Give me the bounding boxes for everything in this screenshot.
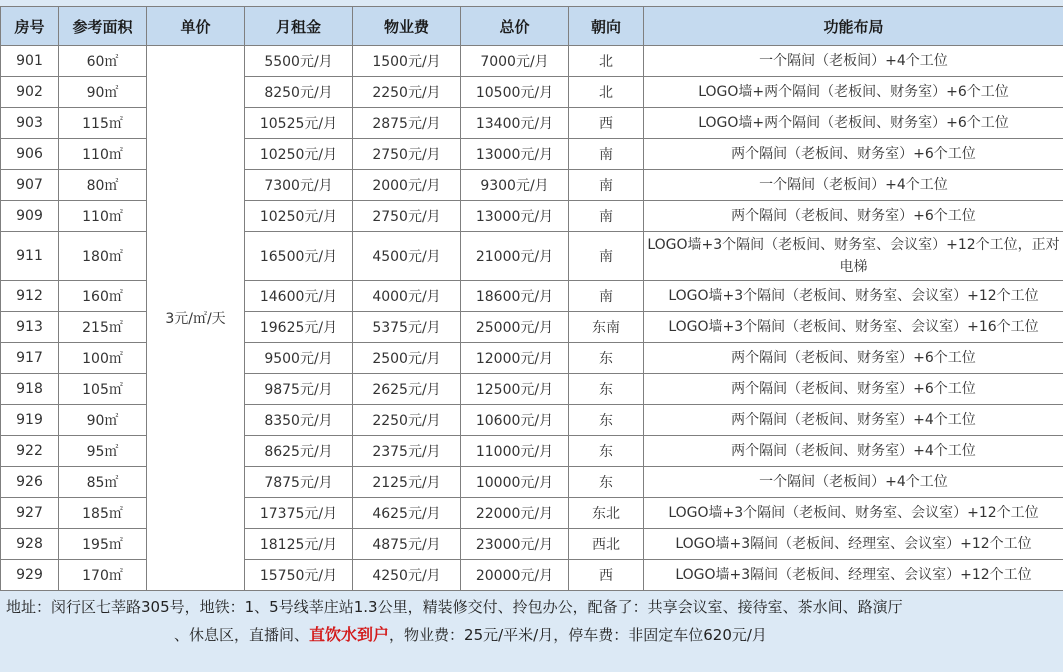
cell-rent: 15750元/月 bbox=[245, 560, 353, 591]
cell-rent: 10250元/月 bbox=[245, 201, 353, 232]
cell-rent: 18125元/月 bbox=[245, 529, 353, 560]
cell-total: 12000元/月 bbox=[461, 343, 569, 374]
cell-orientation: 南 bbox=[569, 232, 644, 281]
cell-room: 909 bbox=[1, 201, 59, 232]
cell-room: 929 bbox=[1, 560, 59, 591]
cell-total: 13000元/月 bbox=[461, 201, 569, 232]
cell-property-fee: 4875元/月 bbox=[353, 529, 461, 560]
cell-area: 115㎡ bbox=[59, 108, 147, 139]
cell-property-fee: 4250元/月 bbox=[353, 560, 461, 591]
cell-layout: 一个隔间（老板间）+4个工位 bbox=[644, 467, 1063, 498]
address-footer bbox=[0, 591, 1063, 649]
cell-rent: 8350元/月 bbox=[245, 405, 353, 436]
cell-rent: 16500元/月 bbox=[245, 232, 353, 281]
cell-area: 105㎡ bbox=[59, 374, 147, 405]
cell-rent: 10250元/月 bbox=[245, 139, 353, 170]
cell-area: 60㎡ bbox=[59, 46, 147, 77]
cell-room: 917 bbox=[1, 343, 59, 374]
cell-property-fee: 5375元/月 bbox=[353, 312, 461, 343]
cell-orientation: 南 bbox=[569, 281, 644, 312]
header-layout: 功能布局 bbox=[644, 7, 1063, 46]
table-row bbox=[1, 46, 1063, 77]
cell-layout: LOGO墙+3个隔间（老板间、财务室、会议室）+16个工位 bbox=[644, 312, 1063, 343]
cell-rent: 8625元/月 bbox=[245, 436, 353, 467]
cell-rent: 10525元/月 bbox=[245, 108, 353, 139]
cell-layout: 两个隔间（老板间、财务室）+6个工位 bbox=[644, 139, 1063, 170]
cell-rent: 14600元/月 bbox=[245, 281, 353, 312]
cell-room: 927 bbox=[1, 498, 59, 529]
cell-area: 110㎡ bbox=[59, 139, 147, 170]
cell-property-fee: 2750元/月 bbox=[353, 201, 461, 232]
cell-room: 922 bbox=[1, 436, 59, 467]
cell-total: 10600元/月 bbox=[461, 405, 569, 436]
cell-total: 22000元/月 bbox=[461, 498, 569, 529]
cell-rent: 5500元/月 bbox=[245, 46, 353, 77]
cell-orientation: 东 bbox=[569, 405, 644, 436]
header-area: 参考面积 bbox=[59, 7, 147, 46]
cell-property-fee: 2000元/月 bbox=[353, 170, 461, 201]
footer-line-2-pre: 、休息区，直播间、 bbox=[174, 626, 310, 644]
cell-total: 13400元/月 bbox=[461, 108, 569, 139]
cell-property-fee: 2875元/月 bbox=[353, 108, 461, 139]
cell-area: 195㎡ bbox=[59, 529, 147, 560]
cell-property-fee: 2625元/月 bbox=[353, 374, 461, 405]
cell-area: 170㎡ bbox=[59, 560, 147, 591]
header-row bbox=[1, 7, 1063, 46]
cell-layout: LOGO墙+3个隔间（老板间、财务室、会议室）+12个工位 bbox=[644, 498, 1063, 529]
cell-layout: 两个隔间（老板间、财务室）+6个工位 bbox=[644, 201, 1063, 232]
cell-orientation: 南 bbox=[569, 170, 644, 201]
cell-orientation: 东 bbox=[569, 374, 644, 405]
cell-room: 902 bbox=[1, 77, 59, 108]
cell-total: 13000元/月 bbox=[461, 139, 569, 170]
cell-rent: 17375元/月 bbox=[245, 498, 353, 529]
cell-area: 180㎡ bbox=[59, 232, 147, 281]
cell-property-fee: 2125元/月 bbox=[353, 467, 461, 498]
cell-orientation: 西 bbox=[569, 560, 644, 591]
cell-orientation: 东 bbox=[569, 343, 644, 374]
cell-area: 90㎡ bbox=[59, 77, 147, 108]
office-listing-table bbox=[0, 6, 1063, 591]
cell-total: 9300元/月 bbox=[461, 170, 569, 201]
cell-property-fee: 4625元/月 bbox=[353, 498, 461, 529]
cell-area: 185㎡ bbox=[59, 498, 147, 529]
cell-room: 912 bbox=[1, 281, 59, 312]
cell-layout: 一个隔间（老板间）+4个工位 bbox=[644, 46, 1063, 77]
cell-property-fee: 2750元/月 bbox=[353, 139, 461, 170]
header-room: 房号 bbox=[1, 7, 59, 46]
cell-room: 903 bbox=[1, 108, 59, 139]
cell-property-fee: 2250元/月 bbox=[353, 405, 461, 436]
header-unit-price: 单价 bbox=[147, 7, 245, 46]
header-rent: 月租金 bbox=[245, 7, 353, 46]
cell-total: 11000元/月 bbox=[461, 436, 569, 467]
cell-layout: LOGO墙+两个隔间（老板间、财务室）+6个工位 bbox=[644, 77, 1063, 108]
cell-orientation: 南 bbox=[569, 139, 644, 170]
table-body bbox=[1, 46, 1063, 591]
cell-total: 23000元/月 bbox=[461, 529, 569, 560]
cell-property-fee: 2500元/月 bbox=[353, 343, 461, 374]
cell-layout: 一个隔间（老板间）+4个工位 bbox=[644, 170, 1063, 201]
cell-rent: 9500元/月 bbox=[245, 343, 353, 374]
cell-property-fee: 4500元/月 bbox=[353, 232, 461, 281]
cell-layout: LOGO墙+3个隔间（老板间、财务室、会议室）+12个工位，正对电梯 bbox=[644, 232, 1063, 281]
footer-line-2 bbox=[6, 621, 1057, 649]
cell-layout: 两个隔间（老板间、财务室）+4个工位 bbox=[644, 405, 1063, 436]
cell-orientation: 东 bbox=[569, 436, 644, 467]
cell-room: 906 bbox=[1, 139, 59, 170]
cell-layout: LOGO墙+3隔间（老板间、经理室、会议室）+12个工位 bbox=[644, 529, 1063, 560]
cell-layout: LOGO墙+两个隔间（老板间、财务室）+6个工位 bbox=[644, 108, 1063, 139]
cell-area: 110㎡ bbox=[59, 201, 147, 232]
cell-property-fee: 4000元/月 bbox=[353, 281, 461, 312]
cell-room: 926 bbox=[1, 467, 59, 498]
cell-orientation: 北 bbox=[569, 46, 644, 77]
cell-orientation: 东南 bbox=[569, 312, 644, 343]
cell-layout: 两个隔间（老板间、财务室）+6个工位 bbox=[644, 343, 1063, 374]
cell-total: 21000元/月 bbox=[461, 232, 569, 281]
cell-room: 901 bbox=[1, 46, 59, 77]
cell-area: 95㎡ bbox=[59, 436, 147, 467]
cell-total: 10500元/月 bbox=[461, 77, 569, 108]
cell-room: 918 bbox=[1, 374, 59, 405]
cell-layout: 两个隔间（老板间、财务室）+4个工位 bbox=[644, 436, 1063, 467]
cell-total: 20000元/月 bbox=[461, 560, 569, 591]
cell-rent: 8250元/月 bbox=[245, 77, 353, 108]
header-orientation: 朝向 bbox=[569, 7, 644, 46]
cell-area: 100㎡ bbox=[59, 343, 147, 374]
cell-rent: 9875元/月 bbox=[245, 374, 353, 405]
cell-layout: LOGO墙+3隔间（老板间、经理室、会议室）+12个工位 bbox=[644, 560, 1063, 591]
cell-orientation: 北 bbox=[569, 77, 644, 108]
cell-area: 85㎡ bbox=[59, 467, 147, 498]
cell-property-fee: 2250元/月 bbox=[353, 77, 461, 108]
footer-line-1: 地址：闵行区七莘路305号，地铁：1、5号线莘庄站1.3公里，精装修交付、拎包办公，配备了：共享会议室、接待室、茶水间、路演厅 bbox=[6, 598, 903, 616]
cell-rent: 19625元/月 bbox=[245, 312, 353, 343]
cell-total: 12500元/月 bbox=[461, 374, 569, 405]
cell-orientation: 东 bbox=[569, 467, 644, 498]
cell-layout: 两个隔间（老板间、财务室）+6个工位 bbox=[644, 374, 1063, 405]
footer-line-2-post: ，物业费：25元/平米/月，停车费：非固定车位620元/月 bbox=[389, 626, 767, 644]
cell-orientation: 西 bbox=[569, 108, 644, 139]
cell-total: 10000元/月 bbox=[461, 467, 569, 498]
header-total: 总价 bbox=[461, 7, 569, 46]
cell-orientation: 南 bbox=[569, 201, 644, 232]
cell-layout: LOGO墙+3个隔间（老板间、财务室、会议室）+12个工位 bbox=[644, 281, 1063, 312]
cell-room: 911 bbox=[1, 232, 59, 281]
cell-rent: 7300元/月 bbox=[245, 170, 353, 201]
cell-total: 18600元/月 bbox=[461, 281, 569, 312]
cell-total: 7000元/月 bbox=[461, 46, 569, 77]
cell-property-fee: 2375元/月 bbox=[353, 436, 461, 467]
cell-room: 913 bbox=[1, 312, 59, 343]
cell-rent: 7875元/月 bbox=[245, 467, 353, 498]
cell-room: 907 bbox=[1, 170, 59, 201]
cell-orientation: 西北 bbox=[569, 529, 644, 560]
cell-room: 928 bbox=[1, 529, 59, 560]
header-property-fee: 物业费 bbox=[353, 7, 461, 46]
cell-area: 215㎡ bbox=[59, 312, 147, 343]
cell-area: 80㎡ bbox=[59, 170, 147, 201]
cell-total: 25000元/月 bbox=[461, 312, 569, 343]
footer-highlight: 直饮水到户 bbox=[309, 625, 390, 644]
cell-orientation: 东北 bbox=[569, 498, 644, 529]
cell-property-fee: 1500元/月 bbox=[353, 46, 461, 77]
cell-area: 160㎡ bbox=[59, 281, 147, 312]
cell-area: 90㎡ bbox=[59, 405, 147, 436]
cell-unit-price: 3元/㎡/天 bbox=[147, 46, 245, 591]
cell-room: 919 bbox=[1, 405, 59, 436]
